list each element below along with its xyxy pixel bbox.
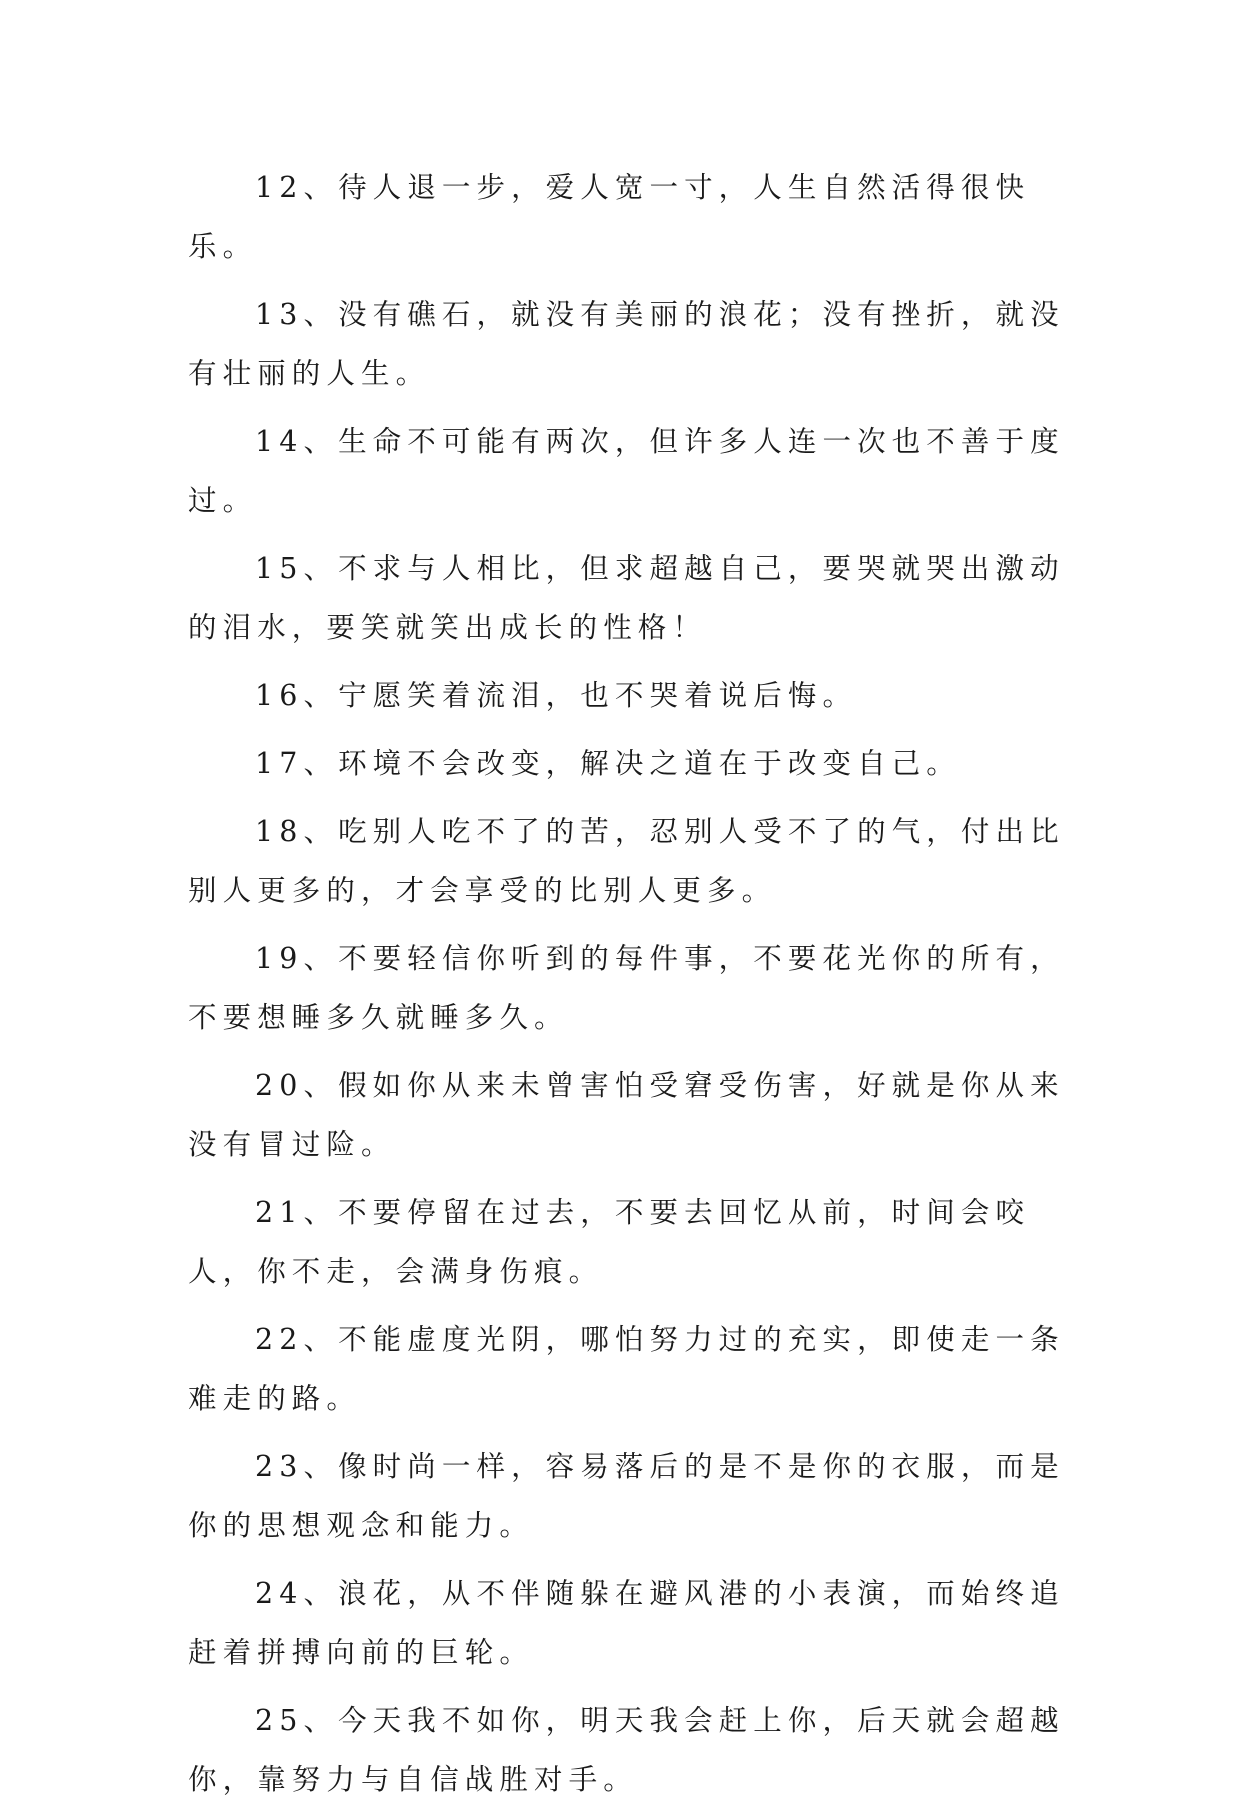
paragraph-20: 20、假如你从来未曾害怕受窘受伤害，好就是你从来没有冒过险。 <box>188 1069 1065 1161</box>
paragraph-23: 23、像时尚一样，容易落后的是不是你的衣服，而是你的思想观念和能力。 <box>188 1450 1065 1542</box>
paragraph-14: 14、生命不可能有两次，但许多人连一次也不善于度过。 <box>188 425 1065 517</box>
paragraph-25: 25、今天我不如你，明天我会赶上你，后天就会超越你，靠努力与自信战胜对手。 <box>188 1704 1065 1796</box>
paragraph-18: 18、吃别人吃不了的苦，忍别人受不了的气，付出比别人更多的，才会享受的比别人更多。 <box>188 815 1065 907</box>
paragraph-13: 13、没有礁石，就没有美丽的浪花；没有挫折，就没有壮丽的人生。 <box>188 298 1065 390</box>
paragraph-15: 15、不求与人相比，但求超越自己，要哭就哭出激动的泪水，要笑就笑出成长的性格！ <box>188 552 1065 644</box>
paragraph-22: 22、不能虚度光阴，哪怕努力过的充实，即使走一条难走的路。 <box>188 1323 1065 1415</box>
paragraph-24: 24、浪花，从不伴随躲在避风港的小表演，而始终追赶着拼搏向前的巨轮。 <box>188 1577 1065 1669</box>
paragraph-12: 12、待人退一步，爱人宽一寸，人生自然活得很快乐。 <box>188 171 1031 263</box>
paragraph-16: 16、宁愿笑着流泪，也不哭着说后悔。 <box>255 679 858 712</box>
paragraph-19: 19、不要轻信你听到的每件事，不要花光你的所有，不要想睡多久就睡多久。 <box>188 942 1065 1034</box>
paragraph-21: 21、不要停留在过去，不要去回忆从前，时间会咬人，你不走，会满身伤痕。 <box>188 1196 1031 1288</box>
document-body <box>188 158 1068 1818</box>
paragraph-17: 17、环境不会改变，解决之道在于改变自己。 <box>255 747 961 780</box>
